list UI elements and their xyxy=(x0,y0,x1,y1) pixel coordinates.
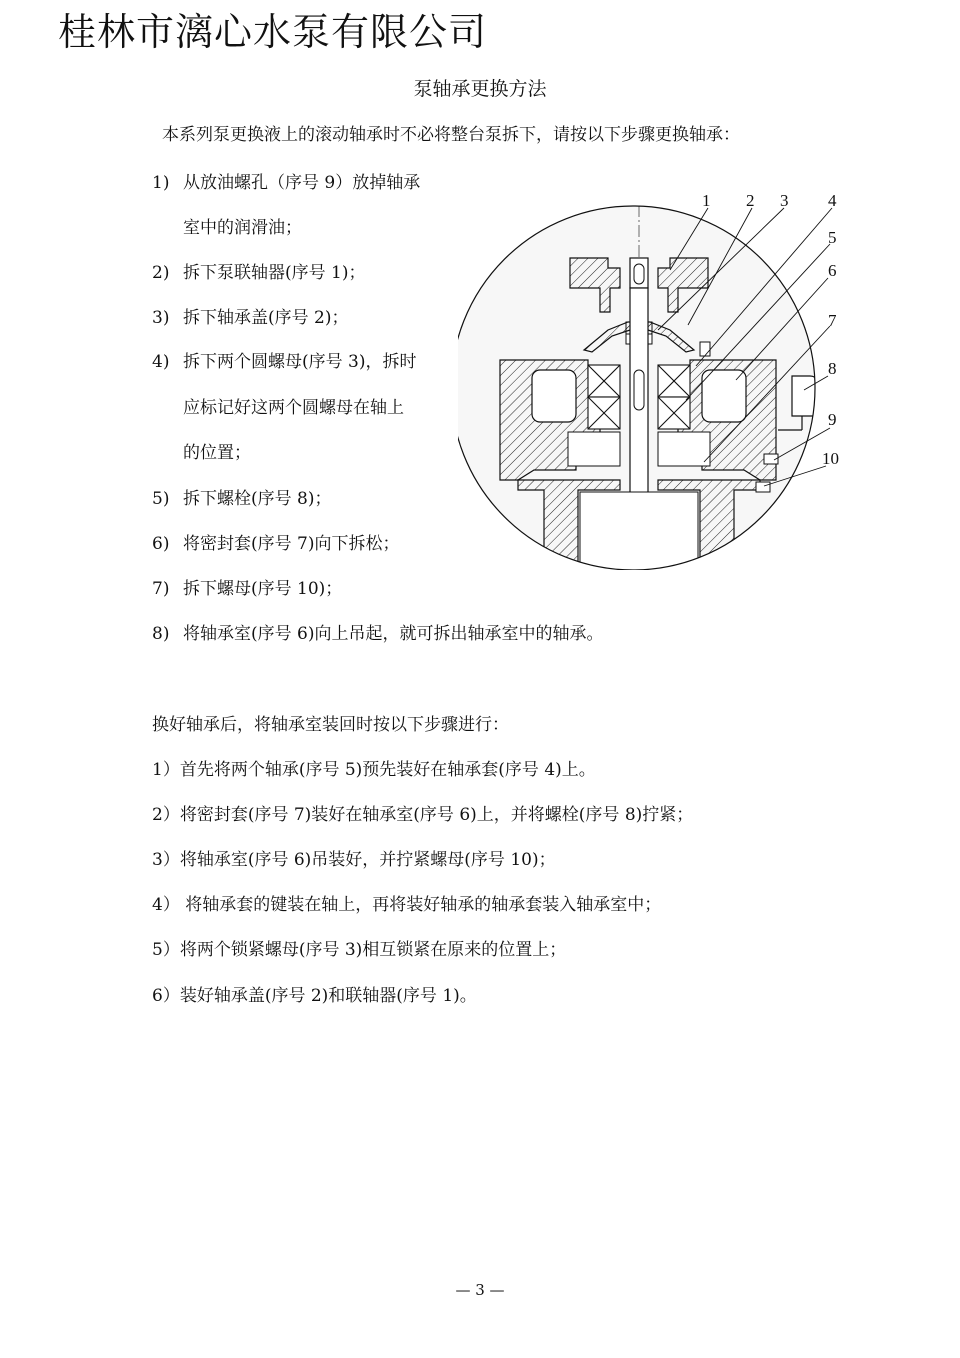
callout-label: 2 xyxy=(746,191,755,210)
step-text: 拆下螺栓(序号 8)； xyxy=(183,489,332,509)
callout-label: 1 xyxy=(702,191,711,210)
step-number: 8) xyxy=(152,624,170,644)
step-text: 将轴承室(序号 6)向上吊起，就可拆出轴承室中的轴承。 xyxy=(183,624,604,644)
step-number: 2) xyxy=(152,263,170,283)
step-text: 从放油螺孔（序号 9）放掉轴承 xyxy=(183,173,421,193)
step-text: 拆下泵联轴器(序号 1)； xyxy=(183,263,366,283)
step-number: 4) xyxy=(152,352,170,372)
step-number: 3) xyxy=(152,308,170,328)
step-text: 拆下螺母(序号 10)； xyxy=(183,579,343,599)
step-number: 5) xyxy=(152,489,170,509)
intro-paragraph: 本系列泵更换液上的滚动轴承时不必将整台泵拆下，请按以下步骤更换轴承： xyxy=(162,125,740,145)
step-text: 室中的润滑油； xyxy=(183,218,302,238)
callout-label: 3 xyxy=(780,191,789,210)
callout-label: 8 xyxy=(828,359,837,378)
reassembly-step: 5）将两个锁紧螺母(序号 3)相互锁紧在原来的位置上； xyxy=(152,940,567,960)
step-text: 的位置； xyxy=(183,443,251,463)
callout-label: 9 xyxy=(828,410,837,429)
step-text: 应标记好这两个圆螺母在轴上 xyxy=(183,398,404,418)
callout-label: 5 xyxy=(828,228,837,247)
bearing-assembly-drawing xyxy=(458,180,852,570)
company-name: 桂林市漓心水泵有限公司 xyxy=(58,10,488,54)
reassembly-step: 1）首先将两个轴承(序号 5)预先装好在轴承套(序号 4)上。 xyxy=(152,760,596,780)
step-text: 拆下轴承盖(序号 2)； xyxy=(183,308,349,328)
page-number: — 3 — xyxy=(455,1281,505,1299)
callout-label: 4 xyxy=(828,191,837,210)
step-number: 7) xyxy=(152,579,170,599)
step-text: 将密封套(序号 7)向下拆松； xyxy=(183,534,400,554)
reassembly-step: 3）将轴承室(序号 6)吊装好，并拧紧螺母(序号 10)； xyxy=(152,850,556,870)
reassembly-heading: 换好轴承后，将轴承室装回时按以下步骤进行： xyxy=(152,715,509,735)
step-number: 6) xyxy=(152,534,170,554)
step-text: 拆下两个圆螺母(序号 3)，拆时 xyxy=(183,352,417,372)
reassembly-step: 2）将密封套(序号 7)装好在轴承室(序号 6)上，并将螺栓(序号 8)拧紧； xyxy=(152,805,694,825)
reassembly-step: 4） 将轴承套的键装在轴上，再将装好轴承的轴承套装入轴承室中； xyxy=(152,895,662,915)
step-number: 1) xyxy=(152,173,170,193)
callout-label: 7 xyxy=(828,311,837,330)
callout-label: 6 xyxy=(828,261,837,280)
callout-label: 10 xyxy=(822,449,839,468)
reassembly-step: 6）装好轴承盖(序号 2)和联轴器(序号 1)。 xyxy=(152,986,477,1006)
document-title: 泵轴承更换方法 xyxy=(413,78,547,100)
